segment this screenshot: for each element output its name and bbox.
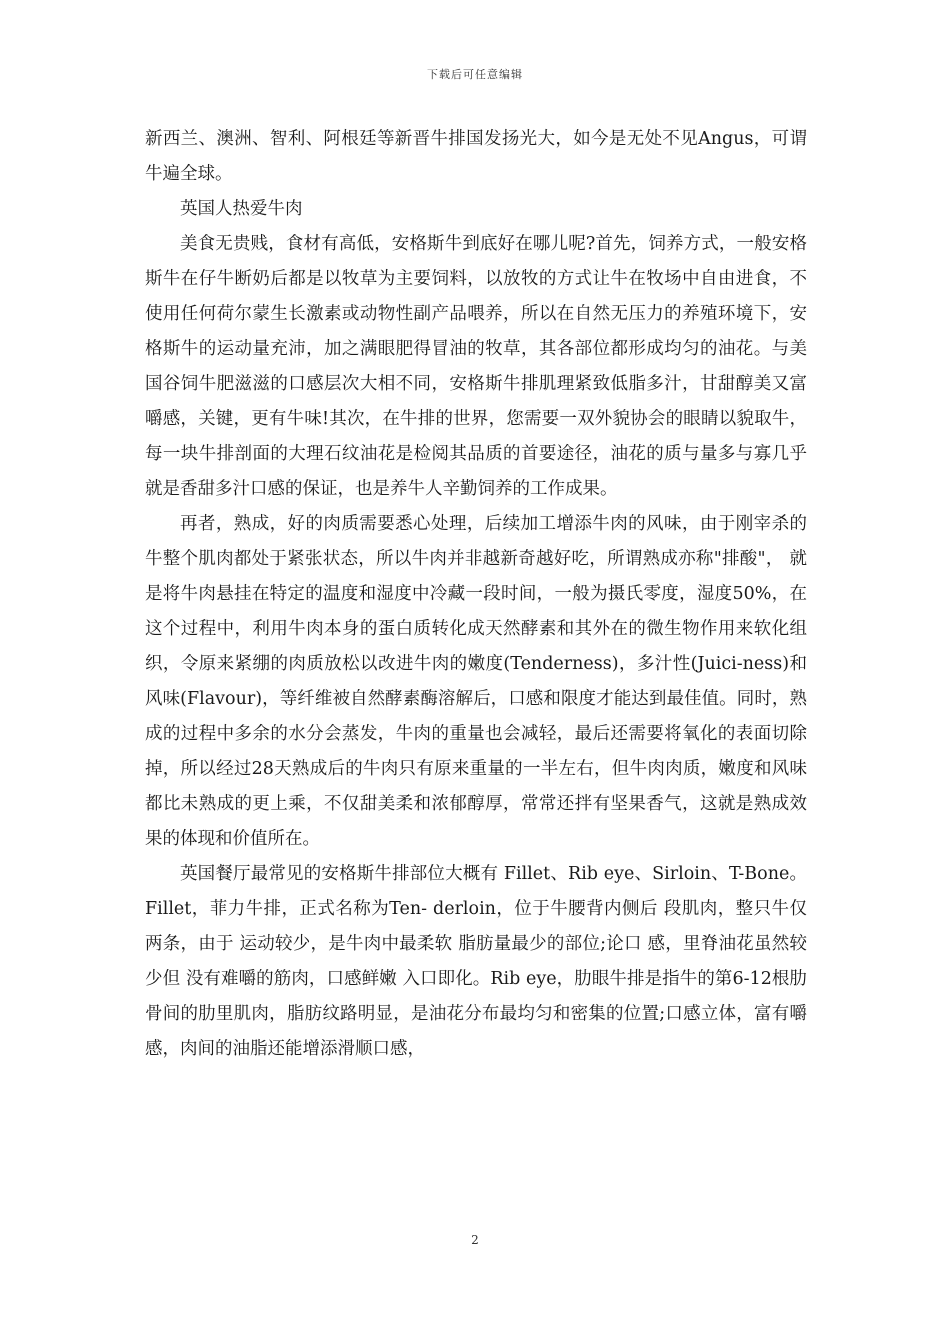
paragraph-continuation: 新西兰、澳洲、智利、阿根廷等新晋牛排国发扬光大，如今是无处不见Angus，可谓牛遍全球。	[145, 129, 807, 184]
paragraph: 再者，熟成，好的肉质需要悉心处理，后续加工增添牛肉的风味，由于刚宰杀的牛整个肌肉都处于紧张状态，所以牛肉并非越新奇越好吃，所谓熟成亦称"排酸"， 就是将牛肉悬挂在特定的温度和湿度中冷藏一段时间，一般为摄氏零度，湿度50%，在这个过程中，利用牛肉本身的蛋白质转化成天然酵素和其外在的微生物作用来软化组织，令原来紧绷的肉质放松以改进牛肉的嫩度(Tenderness)，多汁性(Juici-ness)和风味(Flavour)，等纤维被自然酵素酶溶解后，口感和限度才能达到最佳值。同时，熟成的过程中多余的水分会蒸发，牛肉的重量也会减轻，最后还需要将氧化的表面切除掉，所以经过28天熟成后的牛肉只有原来重量的一半左右，但牛肉肉质，嫩度和风味都比未熟成的更上乘，不仅甜美柔和浓郁醇厚，常常还拌有坚果香气，这就是熟成效果的体现和价值所在。	[145, 514, 807, 849]
page-number: 2	[471, 1233, 479, 1247]
paragraph: 美食无贵贱，食材有高低，安格斯牛到底好在哪儿呢?首先，饲养方式，一般安格斯牛在仔牛断奶后都是以牧草为主要饲料，以放牧的方式让牛在牧场中自由进食，不使用任何荷尔蒙生长激素或动物性副产品喂养，所以在自然无压力的养殖环境下，安格斯牛的运动量充沛，加之满眼肥得冒油的牧草，其各部位都形成均匀的油花。与美国谷饲牛肥滋滋的口感层次大相不同，安格斯牛排肌理紧致低脂多汁，甘甜醇美又富嚼感，关键，更有牛味!其次，在牛排的世界，您需要一双外貌协会的眼睛以貌取牛，每一块牛排剖面的大理石纹油花是检阅其品质的首要途径，油花的质与量多与寡几乎就是香甜多汁口感的保证，也是养牛人辛勤饲养的工作成果。	[145, 234, 807, 499]
section-heading: 英国人热爱牛肉	[180, 199, 303, 219]
page-header: 下载后可任意编辑	[427, 68, 523, 81]
document-body	[145, 122, 807, 1067]
paragraph: 英国餐厅最常见的安格斯牛排部位大概有 Fillet、Rib eye、Sirloin、T-Bone。Fillet，菲力牛排，正式名称为Ten- derloin，位于牛腰背内侧后 段肌肉，整只牛仅两条，由于 运动较少，是牛肉中最柔软 脂肪量最少的部位;论口 感，里脊油花虽然较少但 没有难嚼的筋肉，口感鲜嫩 入口即化。Rib eye，肋眼牛排是指牛的第6-12根肋骨间的肋里肌肉，脂肪纹路明显，是油花分布最均匀和密集的位置;口感立体，富有嚼感，肉间的油脂还能增添滑顺口感，	[145, 864, 807, 1059]
